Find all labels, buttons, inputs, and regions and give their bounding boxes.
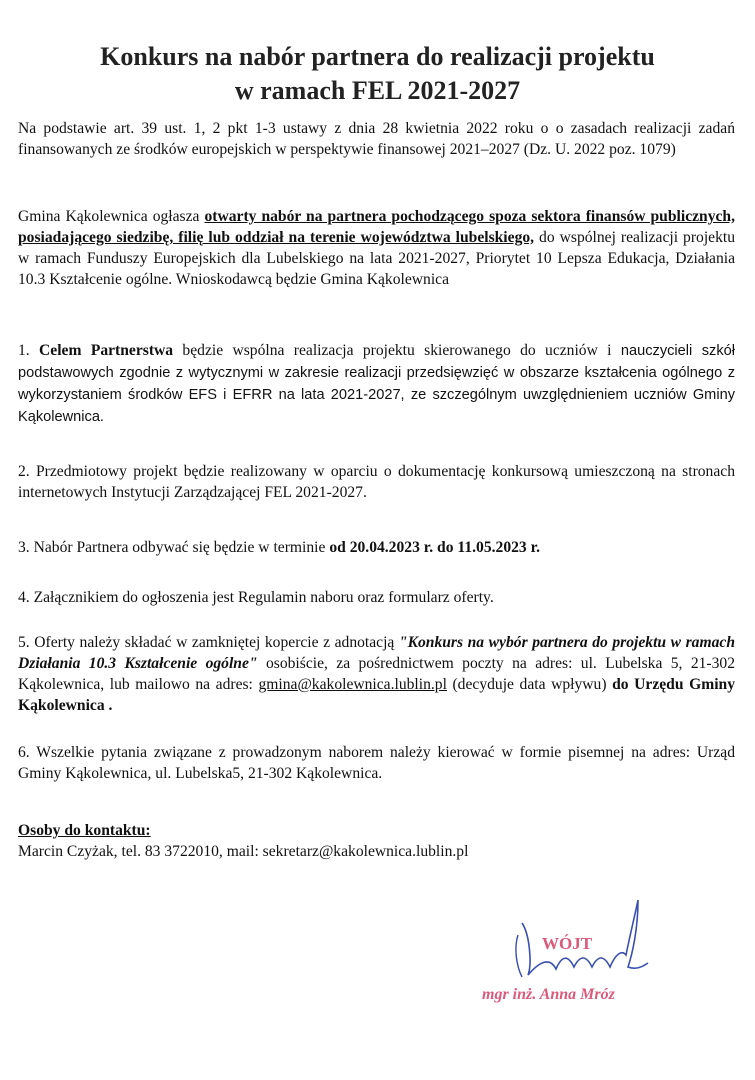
contacts-section: [18, 820, 735, 862]
point-5-office: do Urzędu Gminy Kąkolewnica .: [18, 676, 735, 714]
contacts-heading: Osoby do kontaktu:: [18, 822, 151, 839]
announcement-suffix: do wspólnej realizacji projektu w ramach Funduszy Europejskich dla Lubelskiego na lata 2021-2027, Priorytet 10 Lepsza Edukacja, Działania 10.3 Kształcenie ogólne. Wnioskodawcą będzie Gmina Kąkolewnica: [18, 229, 735, 288]
point-1: [18, 340, 735, 428]
point-5-email-link[interactable]: gmina@kakolewnica.lublin.pl: [258, 676, 447, 693]
point-5-note: (decyduje data wpływu): [446, 676, 613, 693]
contacts-line: Marcin Czyżak, tel. 83 3722010, mail: sekretarz@kakolewnica.lublin.pl: [18, 843, 469, 860]
title-line-1: Konkurs na nabór partnera do realizacji projektu: [100, 42, 655, 71]
stamp-role: WÓJT: [542, 934, 593, 953]
point-5-address: osobiście, za pośrednictwem poczty na adres: ul. Lubelska 5, 21-302 Kąkolewnica, lub mailowo na adres:: [18, 655, 736, 693]
point-1-continuation: nauczycieli szkół podstawowych zgodnie z wytycznymi w zakresie realizacji przedsięwzięć w obszarze kształcenia ogólnego z wykorzystaniem środków EFS i EFRR na lata 2021-2027, ze szczególnym uwzględnieniem uczniów Gminy Kąkolewnica.: [18, 343, 735, 425]
point-2: 2. Przedmiotowy projekt będzie realizowany w oparciu o dokumentację konkursową umieszczoną na stronach internetowych Instytucji Zarządzającej FEL 2021-2027.: [18, 463, 735, 501]
point-6: 6. Wszelkie pytania związane z prowadzonym naborem należy kierować w formie pisemnej na adres: Urząd Gminy Kąkolewnica, ul. Lubelska5, 21-302 Kąkolewnica.: [18, 744, 735, 782]
point-5: [18, 632, 735, 716]
stamp-name: mgr inż. Anna Mróz: [482, 986, 615, 1003]
title-line-2: w ramach FEL 2021-2027: [234, 76, 521, 105]
point-3-text: 3. Nabór Partnera odbywać się będzie w terminie: [18, 539, 330, 556]
point-1-bold: Celem Partnerstwa: [39, 342, 174, 359]
point-1-rest: będzie wspólna realizacja projektu skierowanego do uczniów i: [173, 342, 612, 359]
point-3-dates: od 20.04.2023 r. do 11.05.2023 r.: [329, 539, 541, 556]
document-title: [0, 40, 755, 108]
announcement-prefix: Gmina Kąkolewnica ogłasza: [18, 208, 205, 225]
signature-stamp: [470, 895, 700, 1005]
announcement-paragraph: [18, 206, 735, 290]
point-5-text: 5. Oferty należy składać w zamkniętej kopercie z adnotacją: [18, 634, 399, 651]
point-1-number: 1.: [18, 342, 40, 359]
point-4: 4. Załącznikiem do ogłoszenia jest Regulamin naboru oraz formularz oferty.: [18, 589, 494, 606]
point-3: [18, 537, 735, 558]
point-5-quote: "Konkurs na wybór partnera do projektu w ramach Działania 10.3 Kształcenie ogólne": [18, 634, 735, 672]
announcement-highlight: otwarty nabór na partnera pochodzącego spoza sektora finansów publicznych, posiadającego siedzibę, filię lub oddział na terenie województwa lubelskiego,: [18, 208, 735, 246]
signature-stroke-2: [516, 935, 522, 977]
signature-graphic: [470, 895, 700, 1005]
intro-paragraph: Na podstawie art. 39 ust. 1, 2 pkt 1-3 ustawy z dnia 28 kwietnia 2022 roku o o zasadach realizacji zadań finansowanych ze środków europejskich w perspektywie finansowej 2021–2027 (Dz. U. 2022 poz. 1079): [18, 120, 735, 158]
